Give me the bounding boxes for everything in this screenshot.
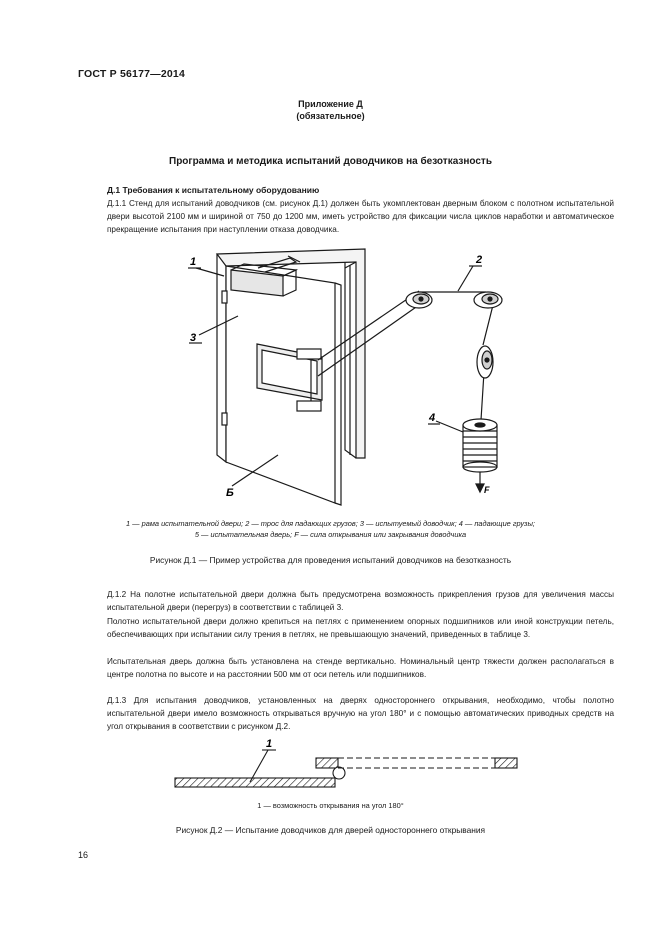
page-number: 16 [78,850,89,860]
document-title: Программа и методика испытаний доводчиков на безотказность [169,156,492,167]
hinge [333,767,345,779]
label-f: F [484,485,490,495]
appendix-title: Приложение Д [298,99,363,109]
figure-d2-legend: 1 — возможность открывания на угол 180° [257,801,404,810]
paragraph-text: Д.1.1 Стенд для испытаний доводчиков (см. рисунок Д.1) должен быть укомплектован дверным блоком с полотном испытательной двери высотой 2100 мм и шириной от 750 до 1200 мм, иметь устройство для фиксации числа циклов наработки и автоматическое прекращение испытания при наступлении отказа доводчика. [107,199,614,234]
wall-right [495,758,517,768]
paragraph-text: Д.1.3 Для испытания доводчиков, установленных на дверях одностороннего открывания, необходимо, чтобы полотно испытательной двери имело возможность открываться вручную на угол 180° и с помощью автоматических приводных средств на угол открывания в соответствии с рисунком Д.2. [107,696,614,731]
legend-line: 1 — рама испытательной двери; 2 — трос для падающих грузов; 3 — испытуемый доводчик; 4 — падающие грузы; [126,519,535,528]
appendix-status: (обязательное) [296,111,365,121]
section-heading: Д.1 Требования к испытательному оборудованию [107,185,320,195]
label-1: 1 [266,738,273,750]
label-2: 2 [476,254,483,266]
figure-d2-caption: Рисунок Д.2 — Испытание доводчиков для дверей одностороннего открывания [175,825,486,835]
door-leaf-open-180 [175,778,335,787]
legend-line: 5 — испытательная дверь; F — сила открывания или закрывания доводчика [194,530,467,539]
label-3: 3 [190,332,197,344]
paragraph-text: Д.1.2 На полотне испытательной двери должна быть предусмотрена возможность прикрепления грузов для увеличения массы испытательной двери (перегруз) в соответствии с таблицей 3. [107,590,614,612]
label-1: 1 [190,256,197,268]
wall-left [316,758,338,768]
paragraph-text: Испытательная дверь должна быть установлена на стенде вертикально. Номинальный центр тяжести должен располагаться в центре полотна по высоте и на расстоянии 500 мм от оси петель или подшипников. [107,657,614,679]
figure-d1-caption: Рисунок Д.1 — Пример устройства для проведения испытаний доводчиков на безотказность [149,555,512,565]
standard-number: ГОСТ Р 56177—2014 [78,68,186,80]
paragraph-text: Полотно испытательной двери должно крепиться на петлях с применением опорных подшипников или иной конструкции петель, обеспечивающих при испытании силу трения в петлях, не превышающую значений, приведенных в таблице 3. [107,617,614,639]
label-b: Б [226,487,234,499]
label-4: 4 [429,412,436,424]
